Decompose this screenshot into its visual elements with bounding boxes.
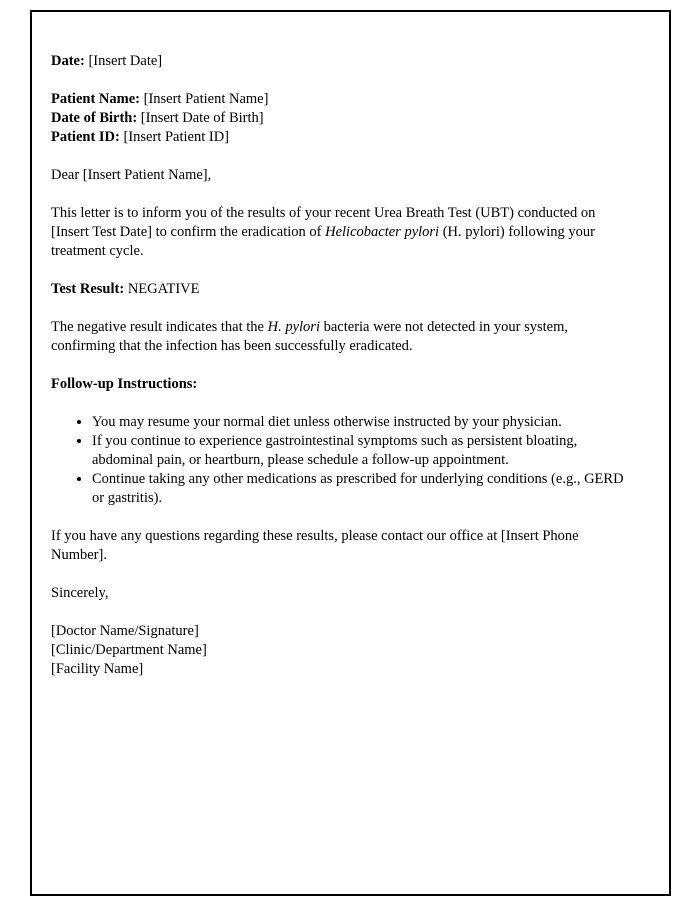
date-value: [Insert Date]: [84, 53, 163, 69]
list-item: • If you continue to experience gastrointestinal symptoms such as persistent bloating, abdominal pain, or heartburn, please schedule a follow-up appointment.: [92, 432, 629, 470]
intro-paragraph: [51, 204, 629, 261]
contact-paragraph: If you have any questions regarding these results, please contact our office at [Insert Phone Number].: [51, 528, 579, 563]
doctor-name-line: [Doctor Name/Signature]: [51, 623, 199, 639]
test-result-line: [51, 280, 629, 299]
date-of-birth-value: [Insert Date of Birth]: [137, 110, 264, 126]
helicobacter-pylori-italic: Helicobacter pylori: [325, 224, 440, 240]
intro-text-post: (H. pylori) following your treatment cycle.: [51, 224, 595, 259]
followup-instructions-heading: Follow-up Instructions:: [51, 376, 198, 392]
patient-info-block: [51, 90, 629, 147]
intro-text-pre: This letter is to inform you of the results of your recent Urea Breath Test (UBT) conducted on [Insert Test Date] to confirm the eradication of: [51, 205, 596, 240]
patient-name-line: [51, 90, 629, 109]
test-result-value: NEGATIVE: [124, 281, 200, 297]
patient-name-label: Patient Name:: [51, 91, 140, 107]
patient-id-line: [51, 128, 629, 147]
h-pylori-italic: H. pylori: [267, 319, 320, 335]
list-item: • You may resume your normal diet unless otherwise instructed by your physician.: [92, 413, 629, 432]
date-label: Date:: [51, 53, 85, 69]
result-explanation-post: bacteria were not detected in your system, confirming that the infection has been successfully eradicated.: [51, 319, 568, 354]
patient-name-value: [Insert Patient Name]: [139, 91, 269, 107]
patient-id-value: [Insert Patient ID]: [119, 129, 229, 145]
facility-name-line: [Facility Name]: [51, 661, 144, 677]
signature-block: [51, 622, 629, 679]
date-of-birth-line: [51, 109, 629, 128]
result-explanation-pre: The negative result indicates that the: [51, 319, 268, 335]
list-item: • Continue taking any other medications as prescribed for underlying conditions (e.g., GERD or gastritis).: [92, 470, 629, 508]
date-line: [51, 52, 629, 71]
letter-page: [30, 10, 671, 896]
followup-instructions-list: [51, 413, 629, 508]
clinic-name-line: [Clinic/Department Name]: [51, 642, 207, 658]
date-of-birth-label: Date of Birth:: [51, 110, 138, 126]
test-result-label: Test Result:: [51, 281, 125, 297]
salutation-line: Dear [Insert Patient Name],: [51, 167, 212, 183]
patient-id-label: Patient ID:: [51, 129, 120, 145]
closing-line: Sincerely,: [51, 585, 109, 601]
result-explanation-paragraph: [51, 318, 629, 356]
